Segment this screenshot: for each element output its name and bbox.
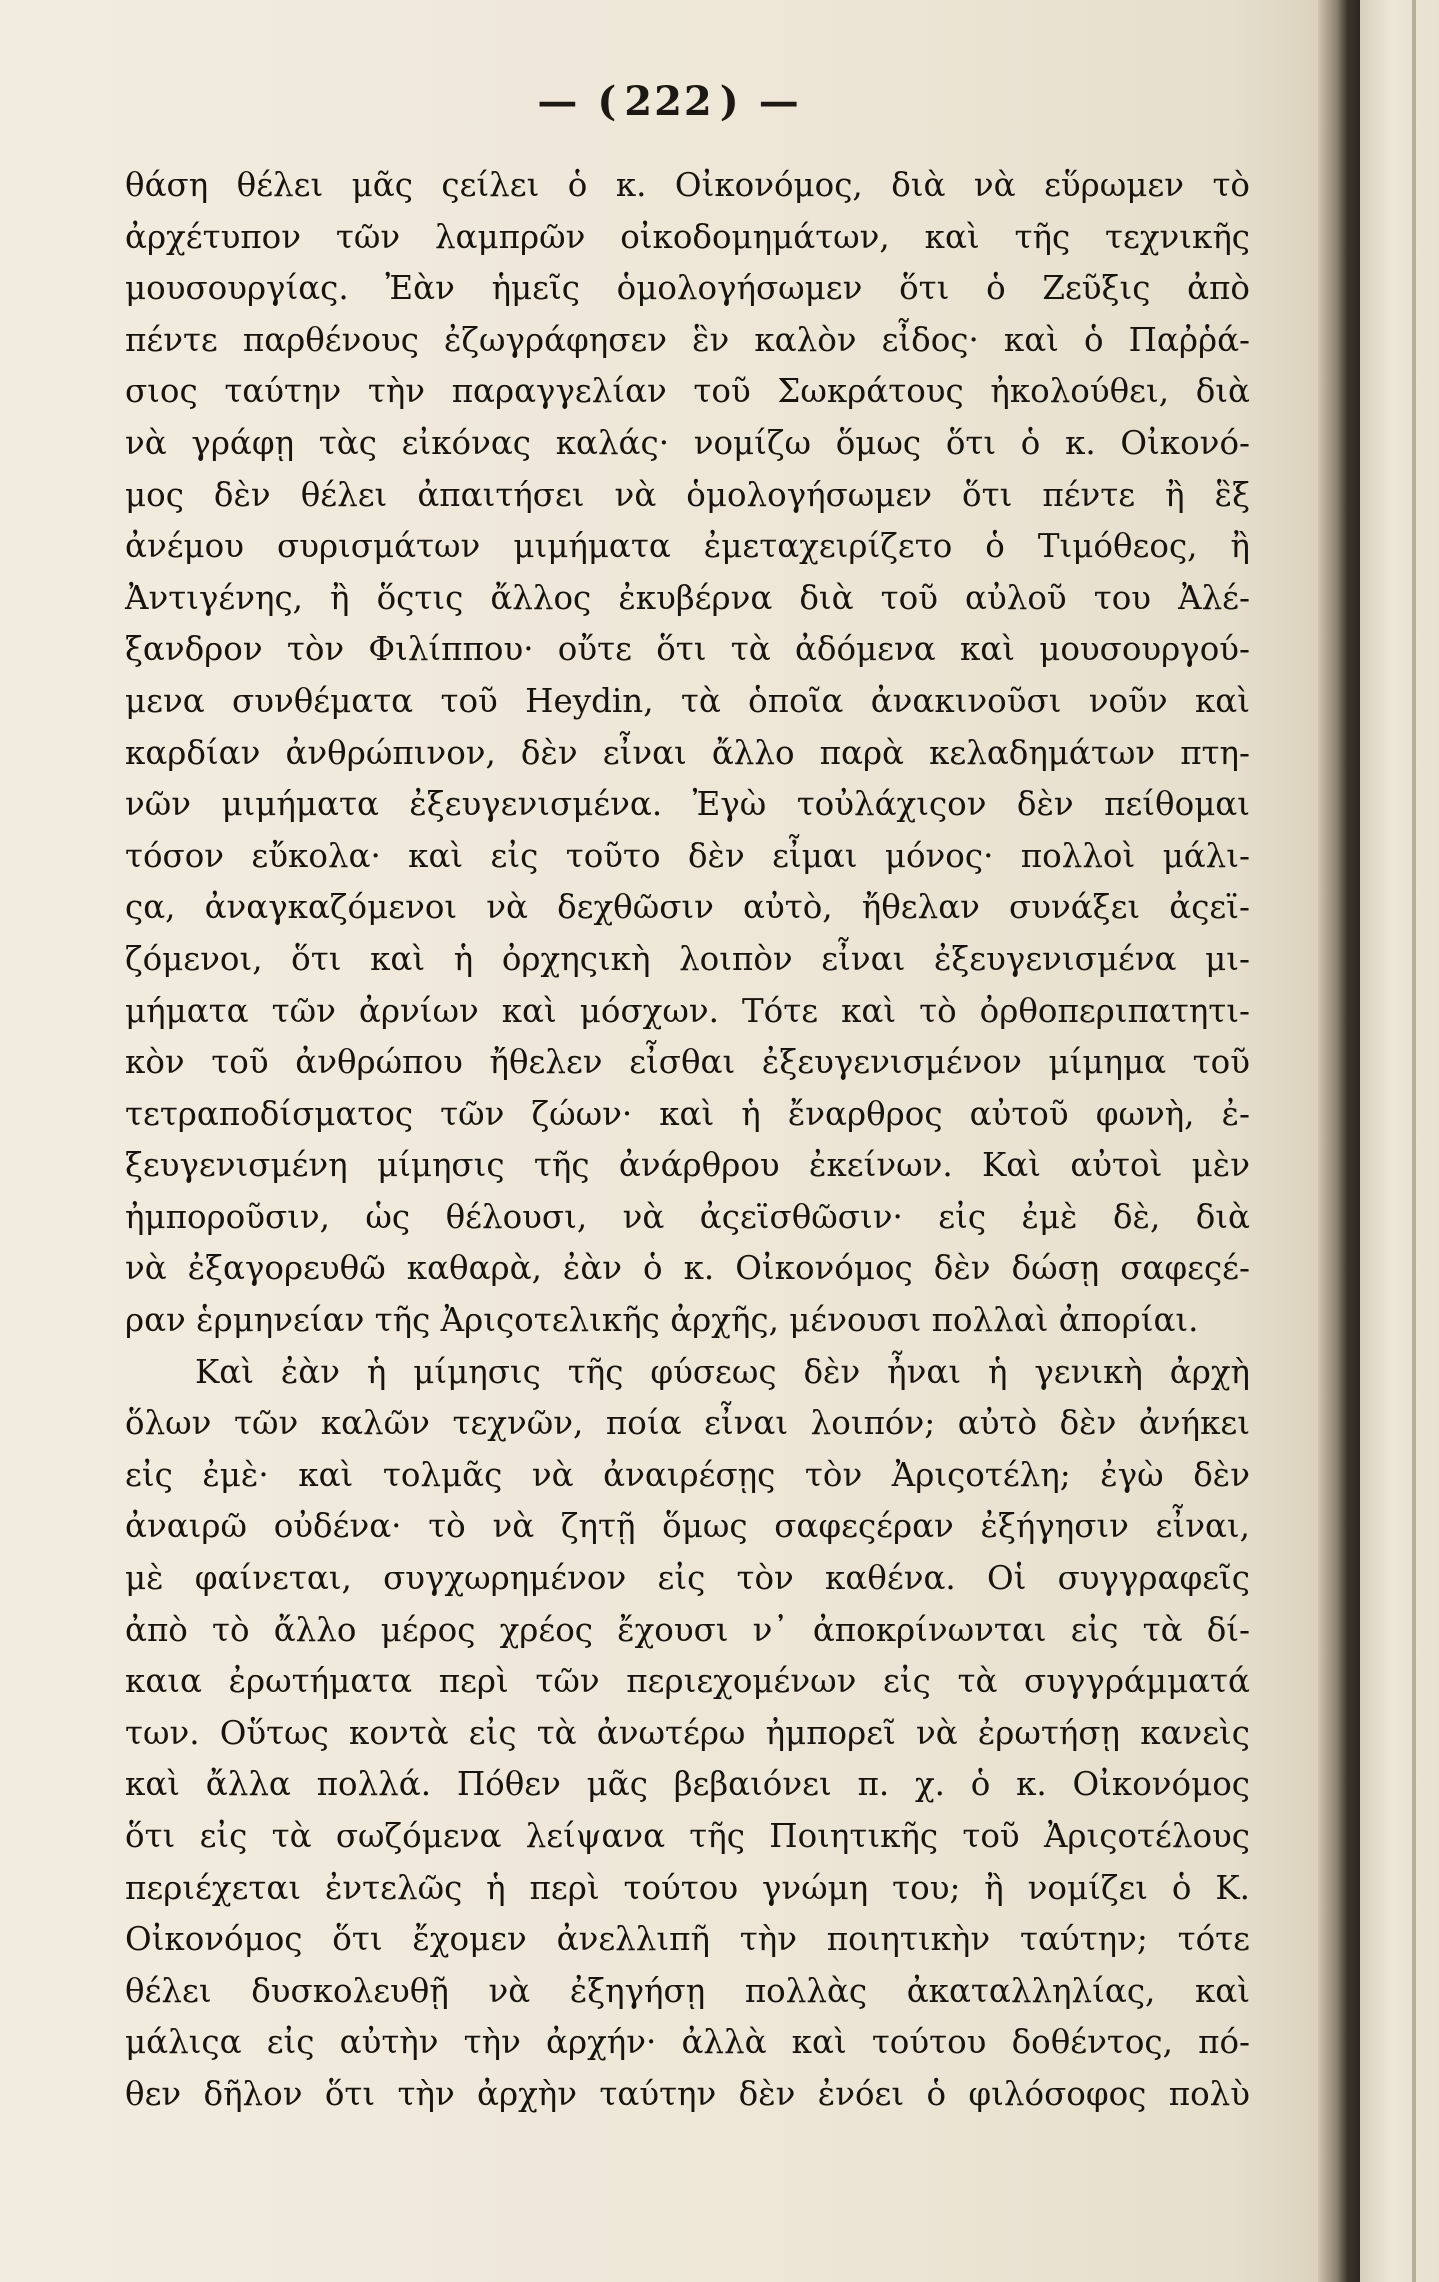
text-line: ξανδρον τὸν Φιλίππου· οὔτε ὅτι τὰ ἀδόμενα καὶ μουσουργού- [125,630,1250,669]
text-line: ζόμενοι, ὅτι καὶ ἡ ὀρχηςικὴ λοιπὸν εἶναι ἐξευγενισμένα μι- [125,939,1250,978]
text-line: ξευγενισμένη μίμησις τῆς ἀνάρθρου ἐκείνων. Καὶ αὐτοὶ μὲν [125,1146,1250,1185]
text-line: πέντε παρθένους ἐζωγράφησεν ἓν καλὸν εἶδος· καὶ ὁ Παῤῥά- [125,320,1250,359]
text-line: ὅλων τῶν καλῶν τεχνῶν, ποία εἶναι λοιπόν; αὐτὸ δὲν ἀνήκει [125,1404,1250,1443]
text-line: καὶ ἄλλα πολλά. Πόθεν μᾶς βεβαιόνει π. χ. ὁ κ. Οἰκονόμος [125,1765,1250,1804]
text-line: εἰς ἐμὲ· καὶ τολμᾶς νὰ ἀναιρέσῃς τὸν Ἀριςοτέλη; ἐγὼ δὲν [125,1455,1250,1494]
text-line: ἀρχέτυπον τῶν λαμπρῶν οἰκοδομημάτων, καὶ τῆς τεχνικῆς [125,217,1250,256]
text-line: ἠμποροῦσιν, ὡς θέλουσι, νὰ ἀςεϊσθῶσιν· εἰς ἐμὲ δὲ, διὰ [125,1197,1250,1236]
text-line: ὅτι εἰς τὰ σωζόμενα λείψανα τῆς Ποιητικῆς τοῦ Ἀριςοτέλους [125,1817,1250,1855]
text-line: νὰ γράφῃ τὰς εἰκόνας καλάς· νομίζω ὅμως ὅτι ὁ κ. Οἰκονό- [125,423,1250,462]
text-line: τετραποδίσματος τῶν ζώων· καὶ ἡ ἔναρθρος αὐτοῦ φωνὴ, ἐ- [125,1094,1250,1133]
text-line: ἀναιρῶ οὐδένα· τὸ νὰ ζητῇ ὅμως σαφεςέραν ἐξήγησιν εἶναι, [125,1507,1250,1546]
text-line: νὰ ἐξαγορευθῶ καθαρὰ, ἐὰν ὁ κ. Οἰκονόμος δὲν δώσῃ σαφεςέ- [125,1249,1250,1288]
text-line: μάλιςα εἰς αὐτὴν τὴν ἀρχήν· ἀλλὰ καὶ τούτου δοθέντος, πό- [125,2023,1250,2062]
text-line: θεν δῆλον ὅτι τὴν ἀρχὴν ταύτην δὲν ἐνόει ὁ φιλόσοφος πολὺ [125,2074,1250,2113]
text-line: θάση θέλει μᾶς ςείλει ὁ κ. Οἰκονόμος, διὰ νὰ εὕρωμεν τὸ [125,166,1250,204]
text-line: περιέχεται ἐντελῶς ἡ περὶ τούτου γνώμη του; ἢ νομίζει ὁ Κ. [125,1868,1250,1907]
text-line: θέλει δυσκολευθῇ νὰ ἐξηγήσῃ πολλὰς ἀκαταλληλίας, καὶ [125,1971,1250,2010]
text-line: καια ἐρωτήματα περὶ τῶν περιεχομένων εἰς τὰ συγγράμματά [125,1662,1250,1701]
header-close-paren: ) [719,78,741,125]
book-gutter-shadow [1318,0,1360,2282]
text-line: νῶν μιμήματα ἐξευγενισμένα. Ἐγὼ τοὐλάχιςον δὲν πείθομαι [125,785,1250,824]
page-number: 222 [624,78,714,125]
header-open-paren: ( [597,78,619,125]
text-line: κὸν τοῦ ἀνθρώπου ἤθελεν εἶσθαι ἐξευγενισμένον μίμημα τοῦ [125,1043,1250,1082]
text-line: ἀνέμου συρισμάτων μιμήματα ἐμεταχειρίζετο ὁ Τιμόθεος, ἢ [125,527,1250,566]
text-line: Ἀντιγένης, ἢ ὅςτις ἄλλος ἐκυβέρνα διὰ τοῦ αὐλοῦ του Ἀλέ- [125,578,1250,617]
text-line: μὲ φαίνεται, συγχωρημένον εἰς τὸν καθένα. Οἱ συγγραφεῖς [125,1559,1250,1598]
text-line: των. Οὕτως κοντὰ εἰς τὰ ἀνωτέρω ἠμπορεῖ νὰ ἐρωτήσῃ κανεὶς [125,1713,1250,1752]
header-left-dash: — [537,78,580,125]
text-line: ἀπὸ τὸ ἄλλο μέρος χρέος ἔχουσι ν᾽ ἀποκρίνωνται εἰς τὰ δί- [125,1610,1250,1649]
text-line: καρδίαν ἀνθρώπινον, δὲν εἶναι ἄλλο παρὰ κελαδημάτων πτη- [125,733,1250,772]
page-edge-line [1412,0,1416,2282]
paragraph-first-line: Καὶ ἐὰν ἡ μίμησις τῆς φύσεως δὲν ἦναι ἡ γενικὴ ἀρχὴ [195,1352,1250,1391]
text-line: τόσον εὔκολα· καὶ εἰς τοῦτο δὲν εἶμαι μόνος· πολλοὶ μάλι- [125,836,1250,875]
text-line: ςα, ἀναγκαζόμενοι νὰ δεχθῶσιν αὐτὸ, ἤθελαν συνάξει ἀςεϊ- [125,888,1250,927]
body-text [125,160,1250,2121]
text-line: μουσουργίας. Ἐὰν ἡμεῖς ὁμολογήσωμεν ὅτι ὁ Ζεῦξις ἀπὸ [125,269,1250,308]
header-right-dash: — [758,78,801,125]
adjacent-page-edge [1360,0,1439,2282]
text-line: ραν ἑρμηνείαν τῆς Ἀριςοτελικῆς ἀρχῆς, μένουσι πολλαὶ ἀπορίαι. [125,1301,1199,1340]
text-line: μήματα τῶν ἀρνίων καὶ μόσχων. Τότε καὶ τὸ ὀρθοπεριπατητι- [125,991,1250,1030]
text-line: μενα συνθέματα τοῦ Heydin, τὰ ὁποῖα ἀνακινοῦσι νοῦν καὶ [125,681,1250,720]
text-line: σιος ταύτην τὴν παραγγελίαν τοῦ Σωκράτους ἠκολούθει, διὰ [125,372,1250,411]
text-line: Οἰκονόμος ὅτι ἔχομεν ἀνελλιπῆ τὴν ποιητικὴν ταύτην; τότε [125,1920,1250,1959]
page-header [0,78,1338,125]
text-line: μος δὲν θέλει ἀπαιτήσει νὰ ὁμολογήσωμεν ὅτι πέντε ἢ ἓξ [125,475,1250,514]
